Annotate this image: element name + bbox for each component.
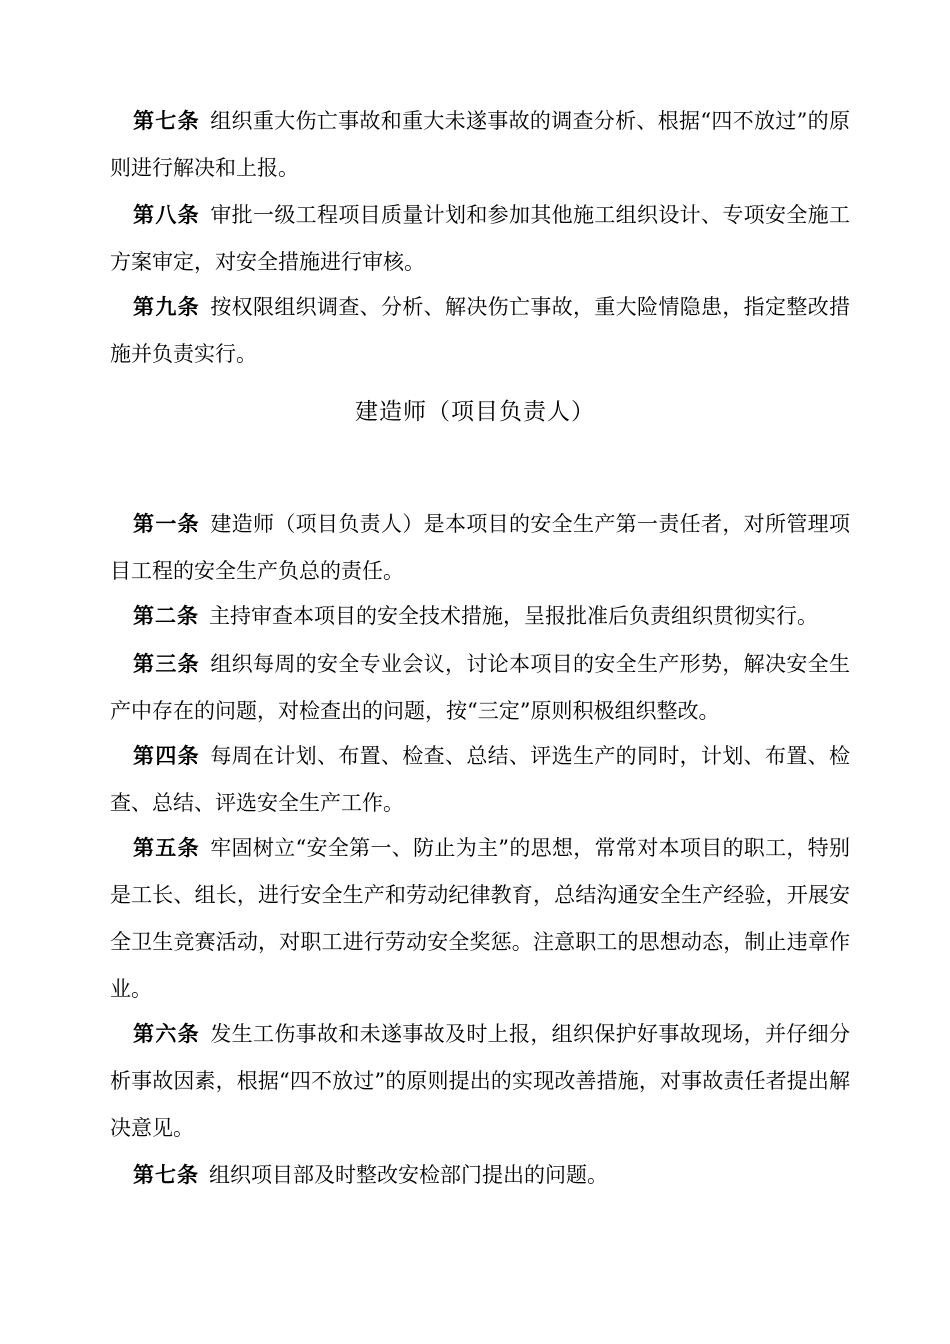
article-text: 主持审查本项目的安全技术措施，呈报批准后负责组织贯彻实行。 [209,604,818,628]
article-9-a [110,284,850,378]
article-number: 第四条 [133,744,200,768]
article-text: 牢固树立“安全第一、防止为主”的思想，常常对本项目的职工，特别是工长、组长，进行安全生产和劳动纪律教育，总结沟通安全生产经验，开展安全卫生竞赛活动，对职工进行劳动安全奖惩。注意职工的思想动态，制止违章作业。 [110,836,850,1001]
article-text: 每周在计划、布置、检查、总结、评选生产的同时，计划、布置、检查、总结、评选安全生产工作。 [110,744,850,815]
article-number: 第八条 [133,203,200,227]
article-5-b [110,825,850,1013]
article-text: 建造师（项目负责人）是本项目的安全生产第一责任者，对所管理项目工程的安全生产负总的责任。 [110,512,850,583]
article-number: 第二条 [133,604,199,628]
article-text: 组织项目部及时整改安检部门提出的问题。 [209,1163,608,1187]
article-text: 按权限组织调查、分析、解决伤亡事故，重大险情隐患，指定整改措施并负责实行。 [110,295,850,366]
article-6-b [110,1011,850,1152]
section-title: 建造师（项目负责人） [355,399,595,425]
article-number: 第六条 [133,1022,200,1046]
article-7-b [110,1152,850,1199]
article-8-a [110,192,850,286]
article-number: 第七条 [133,1163,199,1187]
article-3-b [110,641,850,735]
article-7-a [110,98,850,192]
article-number: 第七条 [133,109,200,133]
article-text: 组织每周的安全专业会议，讨论本项目的安全生产形势，解决安全生产中存在的问题，对检查出的问题，按“三定”原则积极组织整改。 [110,652,850,723]
article-text: 组织重大伤亡事故和重大未遂事故的调查分析、根据“四不放过”的原则进行解决和上报。 [110,109,850,180]
article-1-b [110,501,850,595]
article-4-b [110,733,850,827]
article-number: 第五条 [133,836,200,860]
article-text: 审批一级工程项目质量计划和参加其他施工组织设计、专项安全施工方案审定，对安全措施进行审核。 [110,203,850,274]
article-2-b [110,593,850,640]
article-number: 第一条 [133,512,200,536]
article-text: 发生工伤事故和未遂事故及时上报，组织保护好事故现场，并仔细分析事故因素，根据“四不放过”的原则提出的实现改善措施，对事故责任者提出解决意见。 [110,1022,850,1140]
article-number: 第九条 [133,295,200,319]
article-number: 第三条 [133,652,200,676]
